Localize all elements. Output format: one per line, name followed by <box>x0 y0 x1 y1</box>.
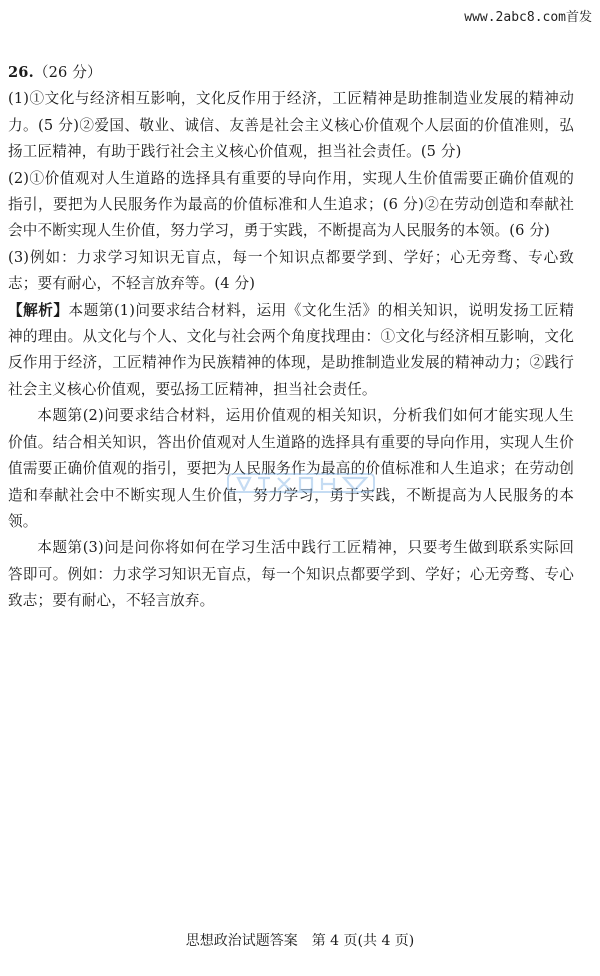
answer-page <box>8 60 574 615</box>
analysis-paragraph-3: 本题第(3)问是问你将如何在学习生活中践行工匠精神，只要考生做到联系实际回答即可。例如：力求学习知识无盲点，每一个知识点都要学到、学好；心无旁骛、专心致志；要有耐心，不轻言放弃。 <box>8 539 574 610</box>
question-points: （26 分） <box>33 64 102 81</box>
site-watermark-text: www.2abc8.com首发 <box>464 10 592 25</box>
answer-part-3: (3)例如：力求学习知识无盲点，每一个知识点都要学到、学好；心无旁骛、专心致志；要有耐心，不轻言放弃等。(4 分) <box>8 248 574 293</box>
answer-part-1: (1)①文化与经济相互影响，文化反作用于经济，工匠精神是助推制造业发展的精神动力。(5 分)②爱国、敬业、诚信、友善是社会主义核心价值观个人层面的价值准则，弘扬工匠精神，有助于践行社会主义核心价值观，担当社会责任。(5 分) <box>8 90 574 161</box>
analysis-text-1: 本题第(1)问要求结合材料，运用《文化生活》的相关知识，说明发扬工匠精神的理由。从文化与个人、文化与社会两个角度找理由：①文化与经济相互影响，文化反作用于经济，工匠精神作为民族精神的体现，是助推制造业发展的精神动力；②践行社会主义核心价值观，要弘扬工匠精神，担当社会责任。 <box>8 301 574 398</box>
analysis-tag: 【解析】 <box>8 301 69 319</box>
analysis-paragraph-2: 本题第(2)问要求结合材料，运用价值观的相关知识，分析我们如何才能实现人生价值。结合相关知识，答出价值观对人生道路的选择具有重要的导向作用，实现人生价值需要正确价值观的指引，要把为人民服务作为最高的价值标准和人生追求；在劳动创造和奉献社会中不断实现人生价值，努力学习，勇于实践，不断提高为人民服务的本领。 <box>8 407 574 530</box>
question-heading <box>8 60 574 86</box>
analysis-paragraph-1 <box>8 298 574 404</box>
page-footer: 思想政治试题答案 第 4 页(共 4 页) <box>185 933 415 949</box>
answer-part-2: (2)①价值观对人生道路的选择具有重要的导向作用，实现人生价值需要正确价值观的指引，要把为人民服务作为最高的价值标准和人生追求；(6 分)②在劳动创造和奉献社会中不断实现人生价值，努力学习，勇于实践，不断提高为人民服务的本领。(6 分) <box>8 169 574 240</box>
question-number: 26. <box>8 64 34 81</box>
